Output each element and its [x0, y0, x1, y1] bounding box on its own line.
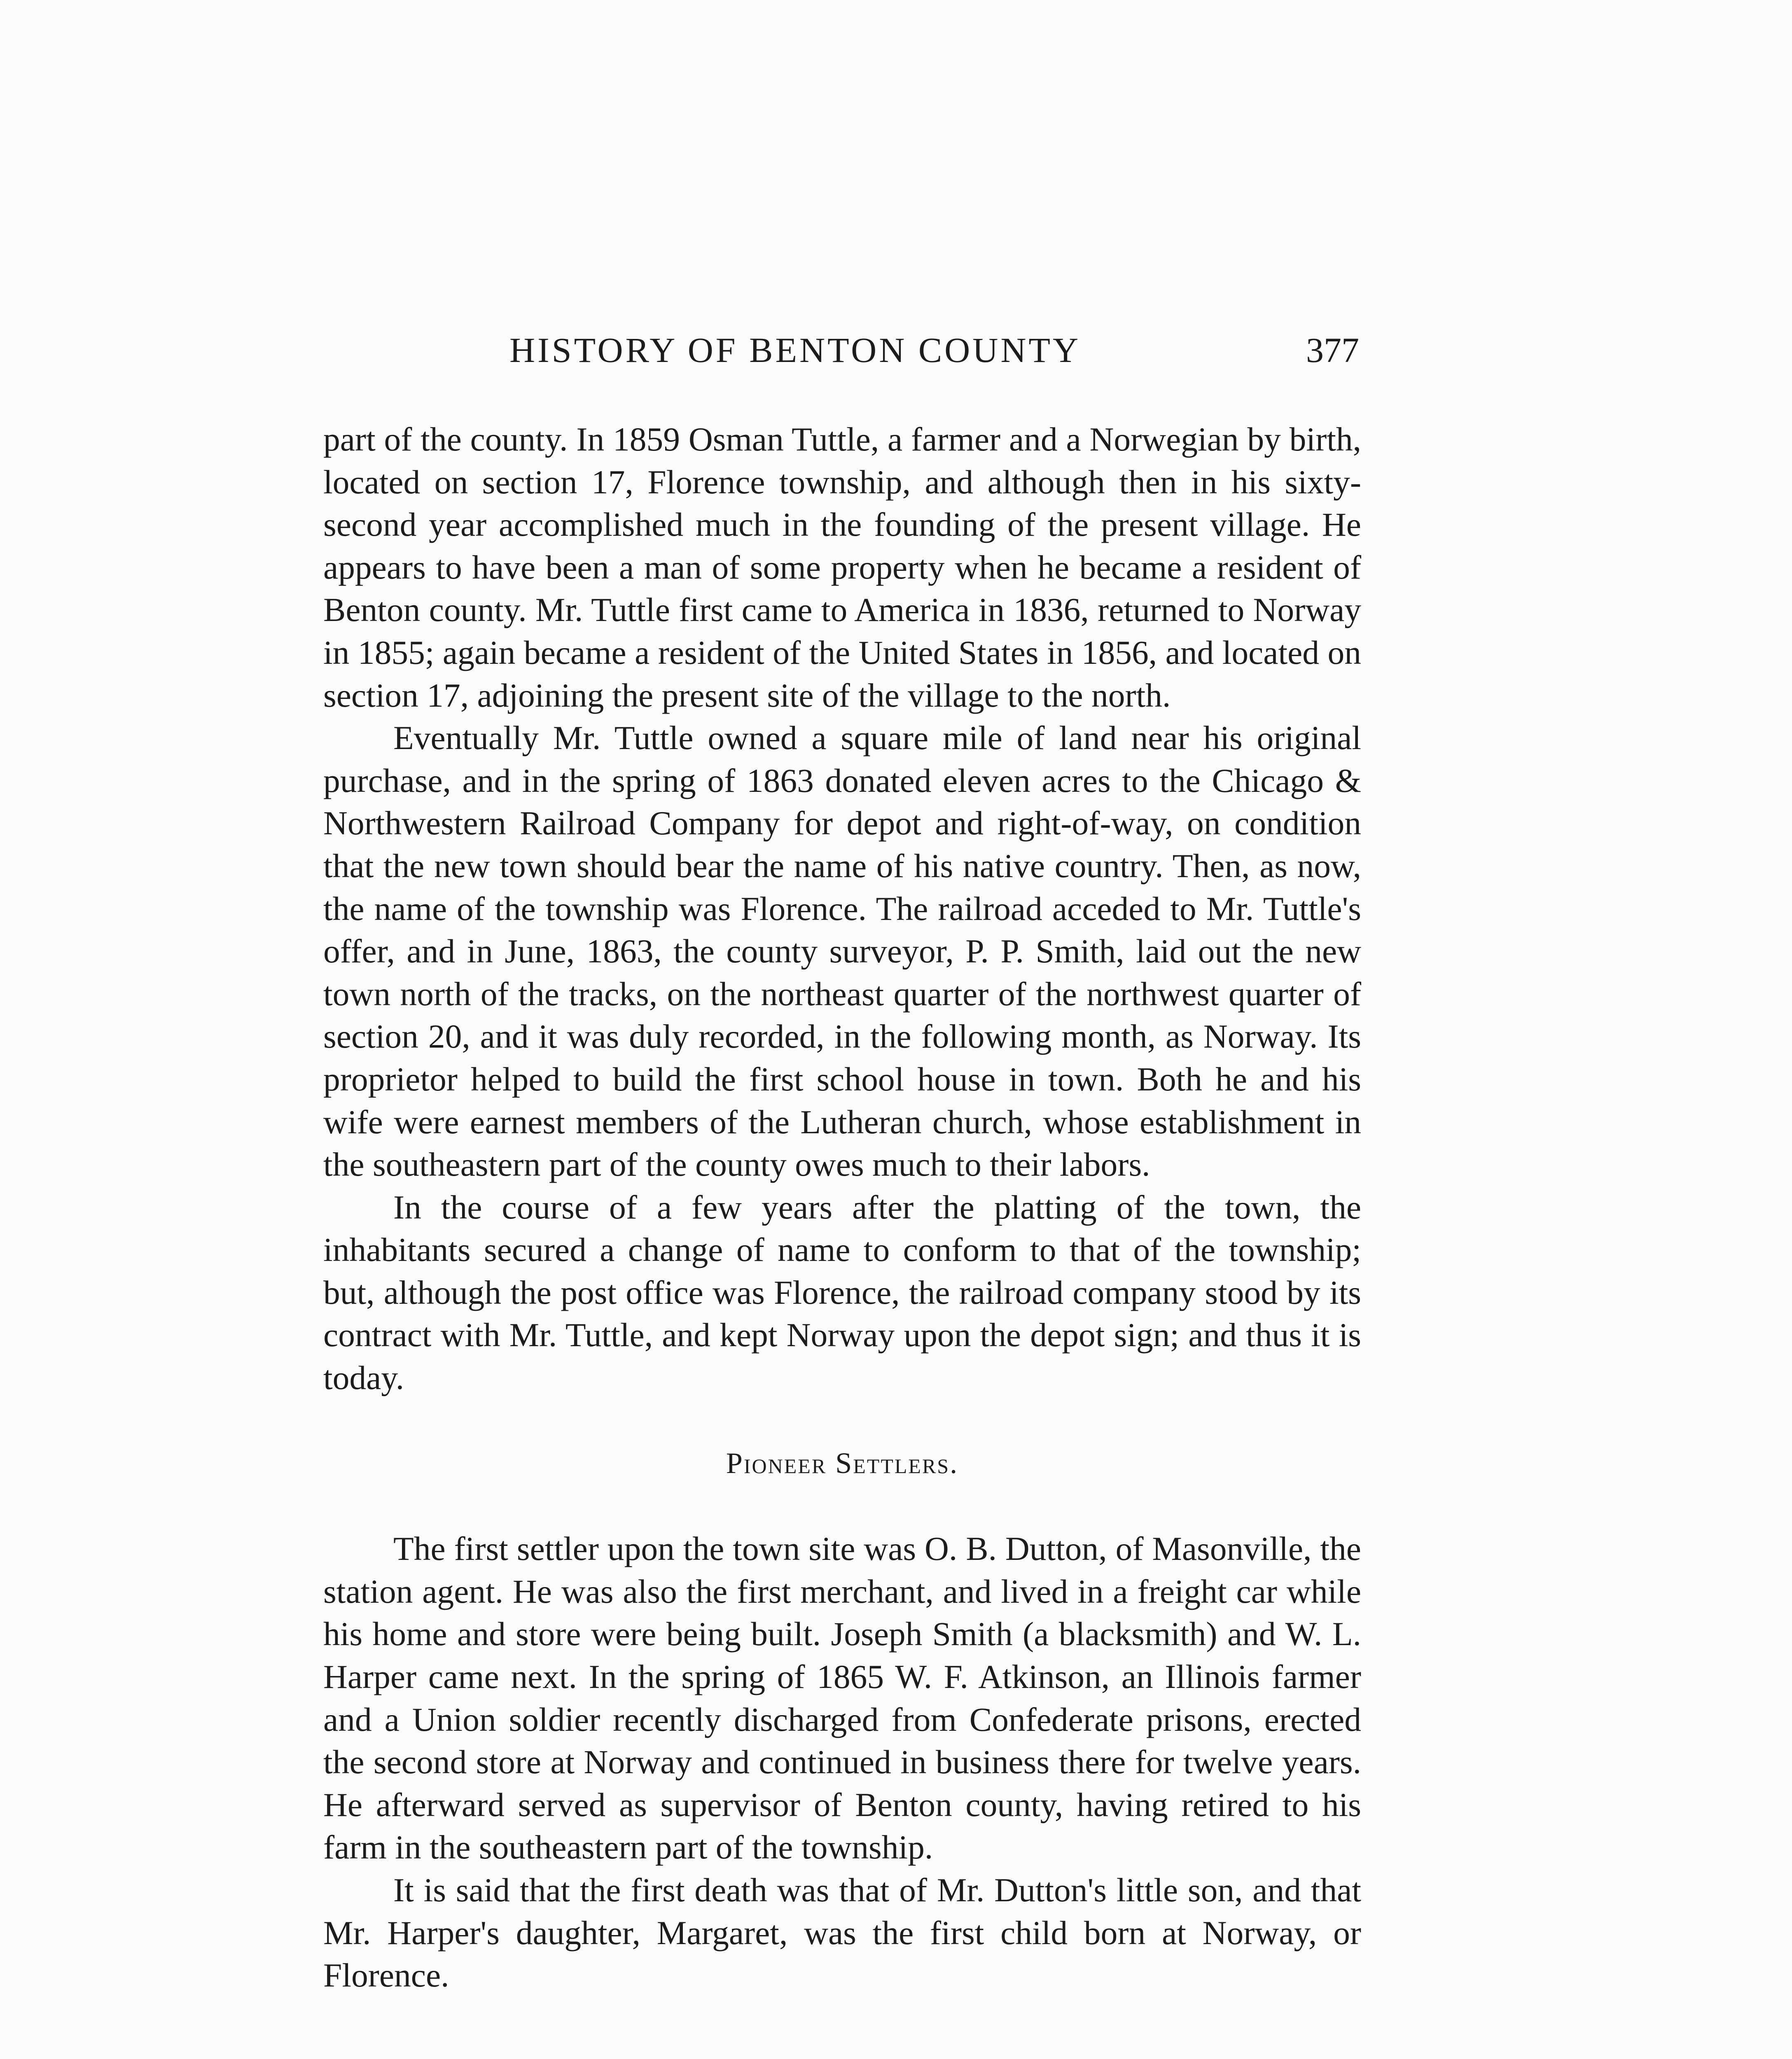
page-number: 377 [1306, 330, 1359, 370]
page-body [323, 418, 1361, 1997]
paragraph: It is said that the first death was that of Mr. Dutton's little son, and that Mr. Harper's daughter, Margaret, was the first child born at Norway, or Florence. [323, 1871, 1361, 1994]
section-heading: Pioneer Settlers. [726, 1446, 959, 1480]
paragraph: The first settler upon the town site was O. B. Dutton, of Masonville, the station agent. He was also the first merchant, and lived in a freight car while his home and store were being built. Joseph Smith (a blacksmith) and W. L. Harper came next. In the spring of 1865 W. F. Atkinson, an Illinois farmer and a Union soldier recently discharged from Confederate prisons, erected the second store at Norway and continued in business there for twelve years. He afterward served as supervisor of Benton county, having retired to his farm in the southeastern part of the township. [323, 1530, 1361, 1866]
paragraph: In the course of a few years after the platting of the town, the inhabitants secured a change of name to conform to that of the township; but, although the post office was Florence, the railroad company stood by its contract with Mr. Tuttle, and kept Norway upon the depot sign; and thus it is today. [323, 1188, 1361, 1397]
paragraph-continuation: part of the county. In 1859 Osman Tuttle, a farmer and a Norwegian by birth, located on section 17, Florence township, and although then in his sixty-second year accomplished much in the founding of the present village. He appears to have been a man of some property when he became a resident of Benton county. Mr. Tuttle first came to America in 1836, returned to Norway in 1855; again became a resident of the United States in 1856, and located on section 17, adjoining the present site of the village to the north. [323, 420, 1361, 714]
running-header: HISTORY OF BENTON COUNTY [509, 330, 1081, 370]
paragraph: Eventually Mr. Tuttle owned a square mile of land near his original purchase, and in the spring of 1863 donated eleven acres to the Chicago & Northwestern Railroad Company for depot and right-of-way, on condition that the new town should bear the name of his native country. Then, as now, the name of the township was Florence. The railroad acceded to Mr. Tuttle's offer, and in June, 1863, the county surveyor, P. P. Smith, laid out the new town north of the tracks, on the northeast quarter of the northwest quarter of section 20, and it was duly recorded, in the following month, as Norway. Its proprietor helped to build the first school house in town. Both he and his wife were earnest members of the Lutheran church, whose establishment in the southeastern part of the county owes much to their labors. [323, 719, 1361, 1184]
